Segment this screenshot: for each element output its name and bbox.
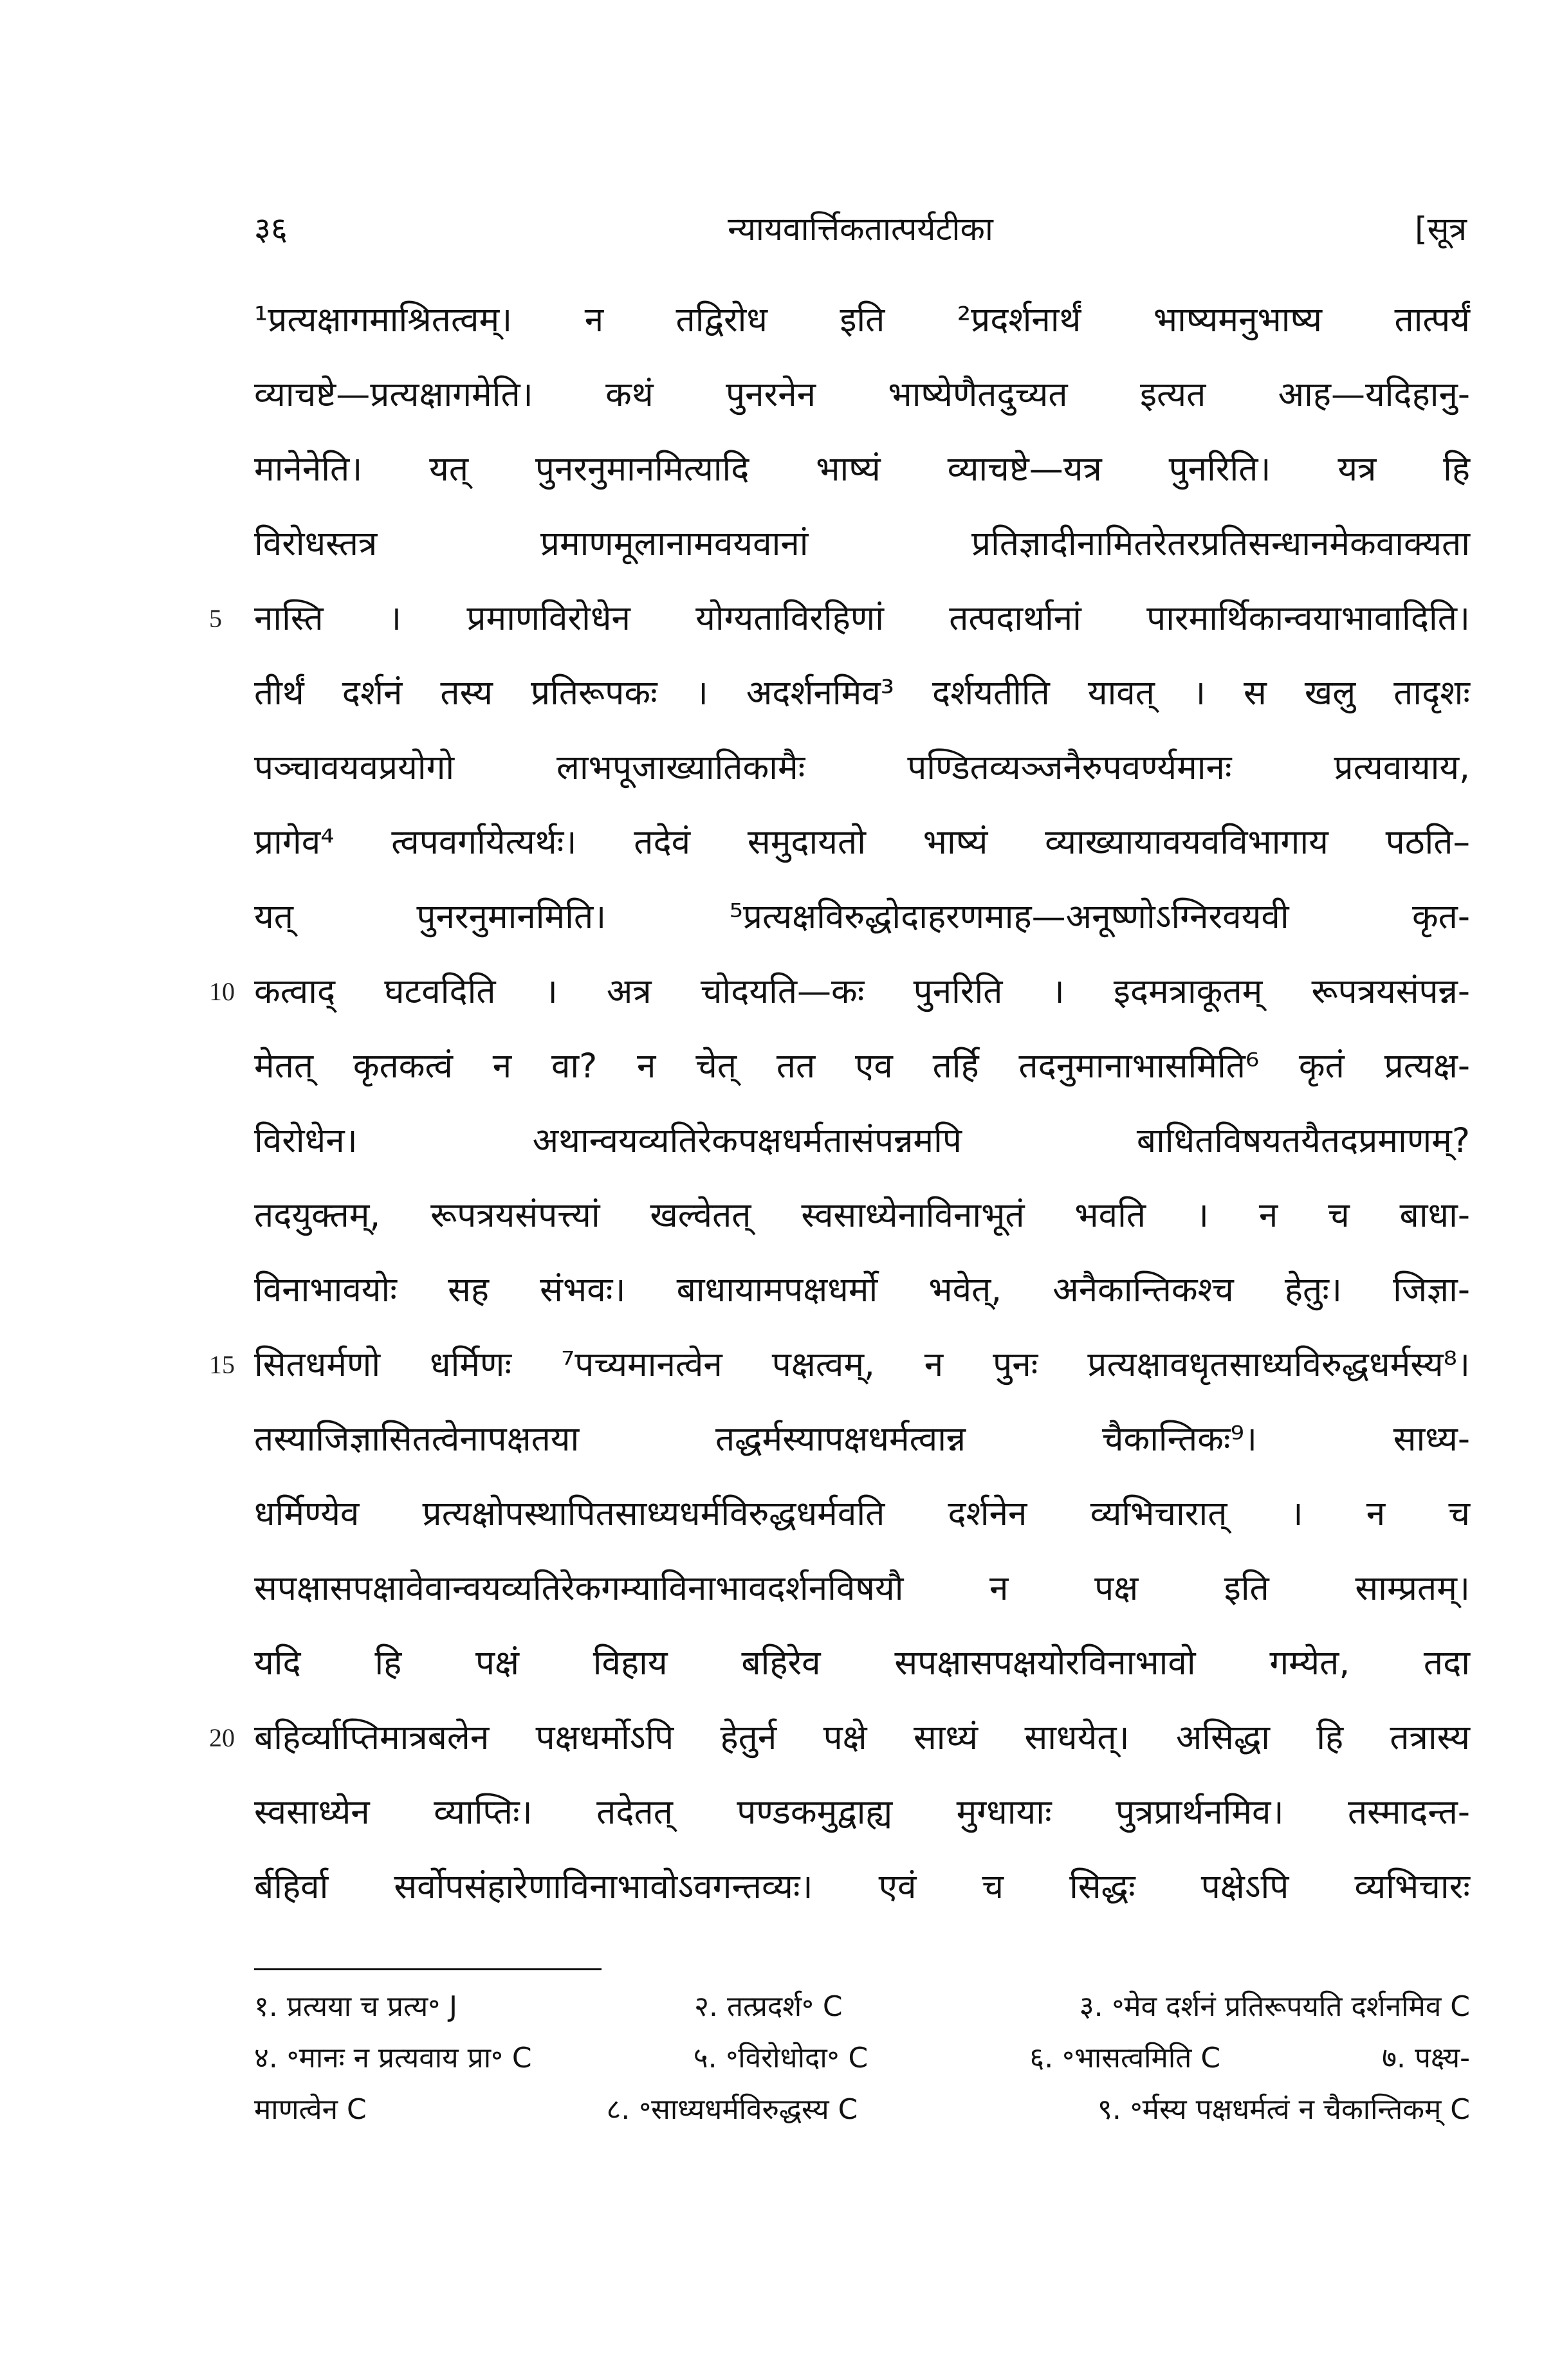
footnote: ९. ॰र्मस्य पक्षधर्मत्वं न चैकान्तिकम् C	[1098, 2093, 1470, 2126]
line-number: 15	[209, 1350, 235, 1379]
line-text: धर्मिण्येव प्रत्यक्षोपस्थापितसाध्यधर्मविरुद्धधर्मवति दर्शनेन व्यभिचारात् । न च	[254, 1494, 1470, 1533]
line-text: बहिर्व्याप्तिमात्रबलेन पक्षधर्मोऽपि हेतुर्न पक्षे साध्यं साधयेत्। असिद्धा हि तत्रास्य	[254, 1718, 1470, 1757]
commentary-text	[209, 283, 1470, 1925]
text-line	[254, 1552, 1470, 1626]
footnote: ६. ॰भासत्वमिति C	[1029, 2042, 1221, 2074]
text-line	[209, 955, 1470, 1029]
footnote: ५. ॰विरोधोदा॰ C	[693, 2042, 868, 2074]
line-text: मानेनेति। यत् पुनरनुमानमित्यादि भाष्यं व्याचष्टे—यत्र पुनरिति। यत्र हि	[254, 450, 1470, 489]
page-number: ३६	[254, 210, 288, 248]
text-line	[254, 1775, 1470, 1850]
text-line	[254, 507, 1470, 581]
line-text: मेतत् कृतकत्वं न वा? न चेत् तत एव तर्हि तदनुमानाभासमिति⁶ कृतं प्रत्यक्ष-	[254, 1047, 1470, 1086]
footnote: ८. ॰साध्यधर्मविरुद्धस्य C	[606, 2093, 858, 2126]
text-line	[209, 1328, 1470, 1402]
line-text: पञ्चावयवप्रयोगो लाभपूजाख्यातिकामैः पण्डितव्यञ्जनैरुपवर्ण्यमानः प्रत्यवायाय,	[254, 748, 1470, 787]
line-number: 10	[209, 977, 235, 1006]
line-text: सितधर्मणो धर्मिणः ⁷पच्यमानत्वेन पक्षत्वम्, न पुनः प्रत्यक्षावधृतसाध्यविरुद्धधर्मस्य⁸।	[254, 1345, 1470, 1384]
text-line	[254, 880, 1470, 955]
line-number: 5	[209, 604, 222, 633]
footnote: ४. ॰मानः न प्रत्यवाय प्रा॰ C	[254, 2042, 532, 2074]
text-line	[254, 1402, 1470, 1477]
line-text: र्बहिर्वा सर्वोपसंहारेणाविनाभावोऽवगन्तव्यः। एवं च सिद्धः पक्षेऽपि व्यभिचारः	[254, 1867, 1470, 1907]
text-line	[254, 1477, 1470, 1552]
line-text: विरोधेन। अथान्वयव्यतिरेकपक्षधर्मतासंपन्नमपि बाधितविषयतयैतदप्रमाणम्?	[254, 1121, 1470, 1160]
line-text: प्रागेव⁴ त्वपवर्गायेत्यर्थः। तदेवं समुदायतो भाष्यं व्याख्यायावयवविभागाय पठति–	[254, 823, 1470, 862]
line-text: विरोधस्तत्र प्रमाणमूलानामवयवानां प्रतिज्ञादीनामितरेतरप्रतिसन्धानमेकवाक्यता	[254, 524, 1470, 563]
running-title: न्यायवार्त्तिकतात्पर्यटीका	[728, 210, 993, 248]
text-line	[254, 1253, 1470, 1328]
footnote: १. प्रत्यया च प्रत्य॰ J	[254, 1990, 458, 2023]
line-text: सपक्षासपक्षावेवान्वयव्यतिरेकगम्याविनाभावदर्शनविषयौ न पक्ष इति साम्प्रतम्।	[254, 1569, 1470, 1608]
text-line	[254, 283, 1470, 358]
footnote-line	[254, 2084, 1470, 2136]
section-label: [सूत्र	[1415, 210, 1467, 248]
text-line	[254, 1626, 1470, 1701]
text-line	[254, 432, 1470, 507]
line-text: ¹प्रत्यक्षागमाश्रितत्वम्। न तद्विरोध इति ²प्रदर्शनार्थं भाष्यमनुभाष्य तात्पर्यं	[254, 300, 1470, 340]
line-text: विनाभावयोः सह संभवः। बाधायामपक्षधर्मो भवेत्, अनैकान्तिकश्च हेतुः। जिज्ञा-	[254, 1270, 1470, 1310]
footnote: २. तत्प्रदर्श॰ C	[694, 1990, 843, 2023]
text-line	[254, 656, 1470, 731]
text-line	[254, 1029, 1470, 1104]
line-text: यदि हि पक्षं विहाय बहिरेव सपक्षासपक्षयोरविनाभावो गम्येत, तदा	[254, 1643, 1470, 1683]
footnote-rule	[254, 1968, 602, 1970]
line-text: स्वसाध्येन व्याप्तिः। तदेतत् पण्डकमुद्वाह्य मुग्धायाः पुत्रप्रार्थनमिव। तस्मादन्त-	[254, 1793, 1470, 1832]
footnotes	[254, 1981, 1470, 2136]
footnote-line	[254, 1981, 1470, 2033]
text-line	[209, 1701, 1470, 1775]
line-text: कत्वाद् घटवदिति । अत्र चोदयति—कः पुनरिति । इदमत्राकूतम् रूपत्रयसंपन्न-	[254, 972, 1470, 1011]
line-number: 20	[209, 1723, 235, 1752]
line-text: तीर्थं दर्शनं तस्य प्रतिरूपकः । अदर्शनमिव³ दर्शयतीति यावत् । स खलु तादृशः	[254, 673, 1470, 713]
line-text: यत् पुनरनुमानमिति। ⁵प्रत्यक्षविरुद्धोदाहरणमाह—अनूष्णोऽग्निरवयवी कृत-	[254, 897, 1470, 937]
footnote: ७. पक्ष्य-	[1382, 2042, 1470, 2074]
footnote: माणत्वेन C	[254, 2093, 367, 2126]
text-line	[254, 805, 1470, 880]
text-line	[254, 731, 1470, 805]
running-header	[254, 206, 1467, 264]
footnote-line	[254, 2033, 1470, 2084]
text-line	[254, 1850, 1470, 1925]
text-line	[254, 1104, 1470, 1178]
line-text: व्याचष्टे—प्रत्यक्षागमेति। कथं पुनरनेन भाष्येणैतदुच्यत इत्यत आह—यदिहानु-	[254, 375, 1470, 414]
text-line	[209, 581, 1470, 656]
footnote: ३. ॰मेव दर्शनं प्रतिरूपयति दर्शनमिव C	[1079, 1990, 1470, 2023]
text-line	[254, 358, 1470, 432]
line-text: तदयुक्तम्, रूपत्रयसंपत्त्यां खल्वेतत् स्वसाध्येनाविनाभूतं भवति । न च बाधा-	[254, 1196, 1470, 1235]
line-text: नास्ति । प्रमाणविरोधेन योग्यताविरहिणां तत्पदार्थानां पारमार्थिकान्वयाभावादिति।	[254, 599, 1470, 638]
line-text: तस्याजिज्ञासितत्वेनापक्षतया तद्धर्मस्यापक्षधर्मत्वान्न चैकान्तिकः⁹। साध्य-	[254, 1420, 1470, 1459]
text-line	[254, 1178, 1470, 1253]
